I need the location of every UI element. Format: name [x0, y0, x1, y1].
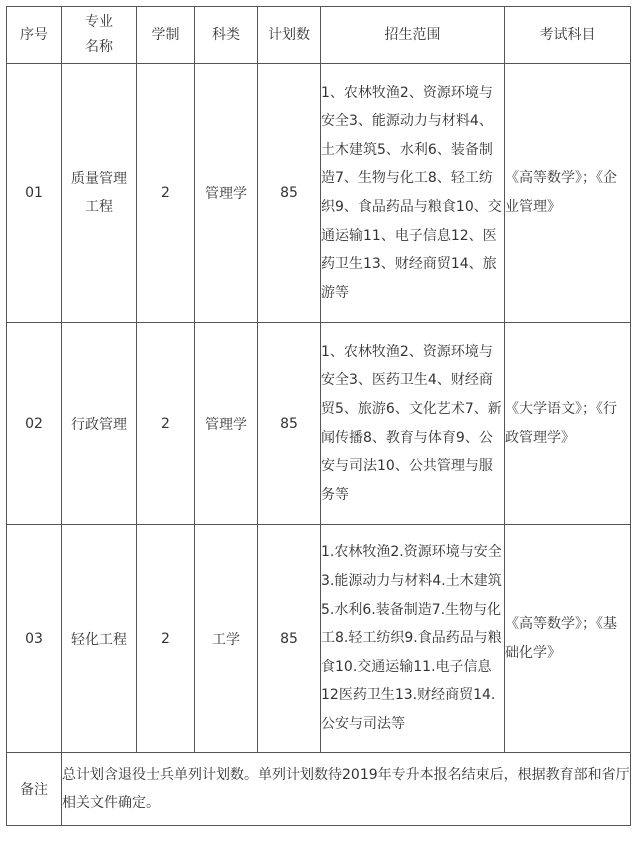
cell-exam: 《高等数学》；《基础化学》: [505, 525, 631, 753]
enrollment-plan-table: [6, 6, 631, 826]
table-row: [7, 323, 631, 525]
cell-index: 02: [7, 323, 62, 525]
cell-scope: 1、农林牧渔2、资源环境与安全3、医药卫生4、财经商贸5、旅游6、文化艺术7、新闻传播8、教育与体育9、公安与司法10、公共管理与服务等: [321, 323, 505, 525]
table-row: [7, 525, 631, 753]
cell-quota: 85: [258, 64, 321, 323]
cell-exam: 《高等数学》；《企业管理》: [505, 64, 631, 323]
table-row: [7, 64, 631, 323]
cell-quota: 85: [258, 525, 321, 753]
header-exam: 考试科目: [505, 7, 631, 64]
header-category: 科类: [195, 7, 258, 64]
header-scope: 招生范围: [321, 7, 505, 64]
cell-scope: 1、农林牧渔2、资源环境与安全3、能源动力与材料4、土木建筑5、水利6、装备制造7、生物与化工8、轻工纺织9、食品药品与粮食10、交通运输11、电子信息12、医药卫生13、财经商贸14、旅游等: [321, 64, 505, 323]
header-quota: 计划数: [258, 7, 321, 64]
cell-category: 工学: [195, 525, 258, 753]
cell-exam: 《大学语文》；《行政管理学》: [505, 323, 631, 525]
cell-years: 2: [137, 525, 195, 753]
cell-years: 2: [137, 323, 195, 525]
cell-scope: 1.农林牧渔2.资源环境与安全3.能源动力与材料4.土木建筑5.水利6.装备制造7.生物与化工8.轻工纺织9.食品药品与粮食10.交通运输11.电子信息12医药卫生13.财经商贸14.公安与司法等: [321, 525, 505, 753]
note-text: 总计划含退役士兵单列计划数。单列计划数待2019年专升本报名结束后，根据教育部和省厅相关文件确定。: [62, 753, 631, 826]
cell-major-text: 质量管理工程: [71, 171, 127, 215]
note-row: [7, 753, 631, 826]
header-major-text: 专业名称: [85, 14, 113, 55]
cell-index: 03: [7, 525, 62, 753]
header-years: 学制: [137, 7, 195, 64]
cell-major: 轻化工程: [62, 525, 137, 753]
cell-category: 管理学: [195, 323, 258, 525]
header-row: [7, 7, 631, 64]
header-index: 序号: [7, 7, 62, 64]
cell-category: 管理学: [195, 64, 258, 323]
header-major: [62, 7, 137, 64]
cell-years: 2: [137, 64, 195, 323]
cell-index: 01: [7, 64, 62, 323]
cell-major: [62, 64, 137, 323]
cell-major: 行政管理: [62, 323, 137, 525]
note-label: 备注: [7, 753, 62, 826]
cell-quota: 85: [258, 323, 321, 525]
